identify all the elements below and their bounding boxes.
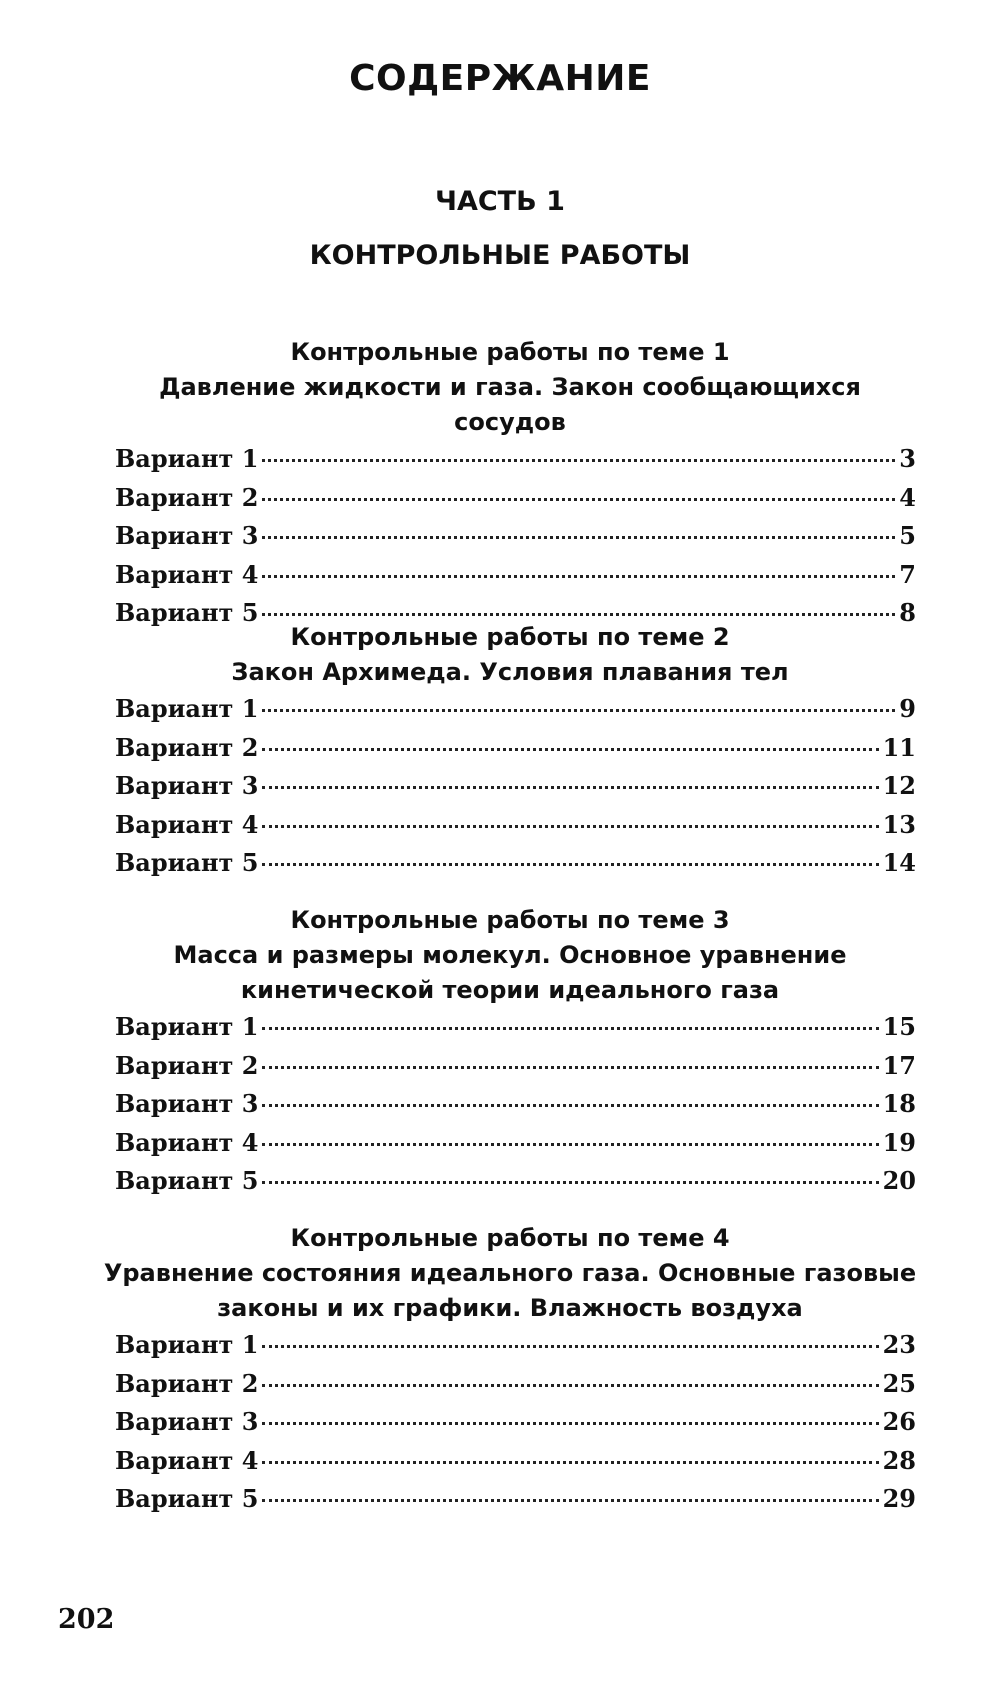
dot-leader — [262, 748, 878, 751]
entry-label: Вариант 5 — [115, 598, 259, 627]
entry-page-number: 19 — [882, 1127, 916, 1157]
dot-leader — [262, 536, 895, 539]
entry-label: Вариант 3 — [115, 1089, 259, 1118]
theme-description: Закон Архимеда. Условия плавания тел — [231, 658, 789, 686]
toc-entry[interactable] — [100, 1089, 920, 1128]
toc-entry[interactable] — [100, 1484, 920, 1523]
dot-leader — [262, 863, 878, 866]
toc-entry[interactable] — [100, 848, 920, 887]
entry-list — [100, 1012, 920, 1205]
dot-leader — [262, 613, 895, 616]
entry-list — [100, 694, 920, 887]
entry-page-number: 3 — [899, 444, 916, 473]
entry-page-number: 4 — [899, 482, 916, 512]
entry-label: Вариант 1 — [115, 444, 259, 473]
dot-leader — [262, 709, 895, 712]
toc-entry[interactable] — [100, 1166, 920, 1205]
theme-description: Уравнение состояния идеального газа. Основные газовые законы и их графики. Влажность воздуха — [103, 1259, 917, 1322]
toc-entry[interactable] — [100, 483, 920, 522]
entry-label: Вариант 4 — [115, 1445, 259, 1475]
entry-page-number: 9 — [899, 694, 916, 723]
toc-entry[interactable] — [100, 694, 920, 733]
entry-page-number: 15 — [882, 1012, 916, 1041]
theme-section-2 — [100, 620, 920, 887]
dot-leader — [262, 825, 878, 828]
toc-entry[interactable] — [100, 771, 920, 810]
entry-page-number: 5 — [899, 521, 916, 550]
page-number: 202 — [58, 1604, 115, 1635]
dot-leader — [262, 1499, 878, 1502]
part-label: ЧАСТЬ 1 — [435, 186, 565, 217]
theme-title: Контрольные работы по теме 1 — [290, 338, 730, 366]
entry-label: Вариант 3 — [115, 1407, 259, 1436]
entry-label: Вариант 1 — [115, 694, 259, 723]
entry-page-number: 18 — [882, 1089, 916, 1118]
dot-leader — [262, 459, 895, 462]
entry-label: Вариант 5 — [115, 848, 259, 877]
theme-description: Масса и размеры молекул. Основное уравнение кинетической теории идеального газа — [173, 941, 847, 1004]
theme-section-3 — [100, 903, 920, 1205]
entry-page-number: 7 — [899, 559, 916, 589]
entry-label: Вариант 4 — [115, 1127, 259, 1157]
entry-page-number: 13 — [882, 809, 916, 839]
toc-entry[interactable] — [100, 1012, 920, 1051]
entry-page-number: 17 — [882, 1050, 916, 1080]
dot-leader — [262, 498, 895, 501]
entry-label: Вариант 3 — [115, 521, 259, 550]
toc-entry[interactable] — [100, 733, 920, 772]
theme-section-4 — [100, 1221, 920, 1523]
entry-label: Вариант 4 — [115, 809, 259, 839]
toc-entry[interactable] — [100, 810, 920, 849]
entry-label: Вариант 2 — [115, 482, 259, 512]
dot-leader — [262, 1345, 878, 1348]
dot-leader — [262, 786, 878, 789]
toc-entry[interactable] — [100, 1051, 920, 1090]
entry-page-number: 29 — [882, 1484, 916, 1513]
entry-label: Вариант 2 — [115, 732, 259, 762]
entry-page-number: 14 — [882, 848, 916, 877]
theme-title: Контрольные работы по теме 2 — [290, 623, 730, 651]
entry-label: Вариант 5 — [115, 1166, 259, 1195]
toc-entry[interactable] — [100, 560, 920, 599]
dot-leader — [262, 1384, 878, 1387]
dot-leader — [262, 1027, 878, 1030]
theme-description: Давление жидкости и газа. Закон сообщающихся сосудов — [159, 373, 861, 436]
entry-page-number: 28 — [882, 1445, 916, 1475]
entry-page-number: 23 — [882, 1330, 916, 1359]
entry-page-number: 25 — [882, 1368, 916, 1398]
dot-leader — [262, 1461, 878, 1464]
entry-label: Вариант 3 — [115, 771, 259, 800]
toc-entry[interactable] — [100, 1407, 920, 1446]
entry-label: Вариант 2 — [115, 1368, 259, 1398]
entry-label: Вариант 2 — [115, 1050, 259, 1080]
entry-page-number: 11 — [882, 732, 916, 762]
dot-leader — [262, 1104, 878, 1107]
toc-entry[interactable] — [100, 1369, 920, 1408]
entry-list — [100, 1330, 920, 1523]
entry-page-number: 20 — [882, 1166, 916, 1195]
entry-label: Вариант 1 — [115, 1330, 259, 1359]
toc-entry[interactable] — [100, 1330, 920, 1369]
theme-section-1 — [100, 335, 920, 637]
dot-leader — [262, 575, 895, 578]
dot-leader — [262, 1143, 878, 1146]
dot-leader — [262, 1066, 878, 1069]
toc-entry[interactable] — [100, 521, 920, 560]
entry-label: Вариант 1 — [115, 1012, 259, 1041]
entry-label: Вариант 4 — [115, 559, 259, 589]
dot-leader — [262, 1181, 878, 1184]
theme-title: Контрольные работы по теме 4 — [290, 1224, 730, 1252]
dot-leader — [262, 1422, 878, 1425]
toc-entry[interactable] — [100, 444, 920, 483]
entry-page-number: 8 — [899, 598, 916, 627]
part-title: КОНТРОЛЬНЫЕ РАБОТЫ — [309, 240, 691, 271]
entry-label: Вариант 5 — [115, 1484, 259, 1513]
toc-entry[interactable] — [100, 1128, 920, 1167]
entry-page-number: 26 — [882, 1407, 916, 1436]
entry-page-number: 12 — [882, 771, 916, 800]
toc-entry[interactable] — [100, 1446, 920, 1485]
contents-title: СОДЕРЖАНИЕ — [349, 58, 651, 99]
entry-list — [100, 444, 920, 637]
theme-title: Контрольные работы по теме 3 — [290, 906, 730, 934]
